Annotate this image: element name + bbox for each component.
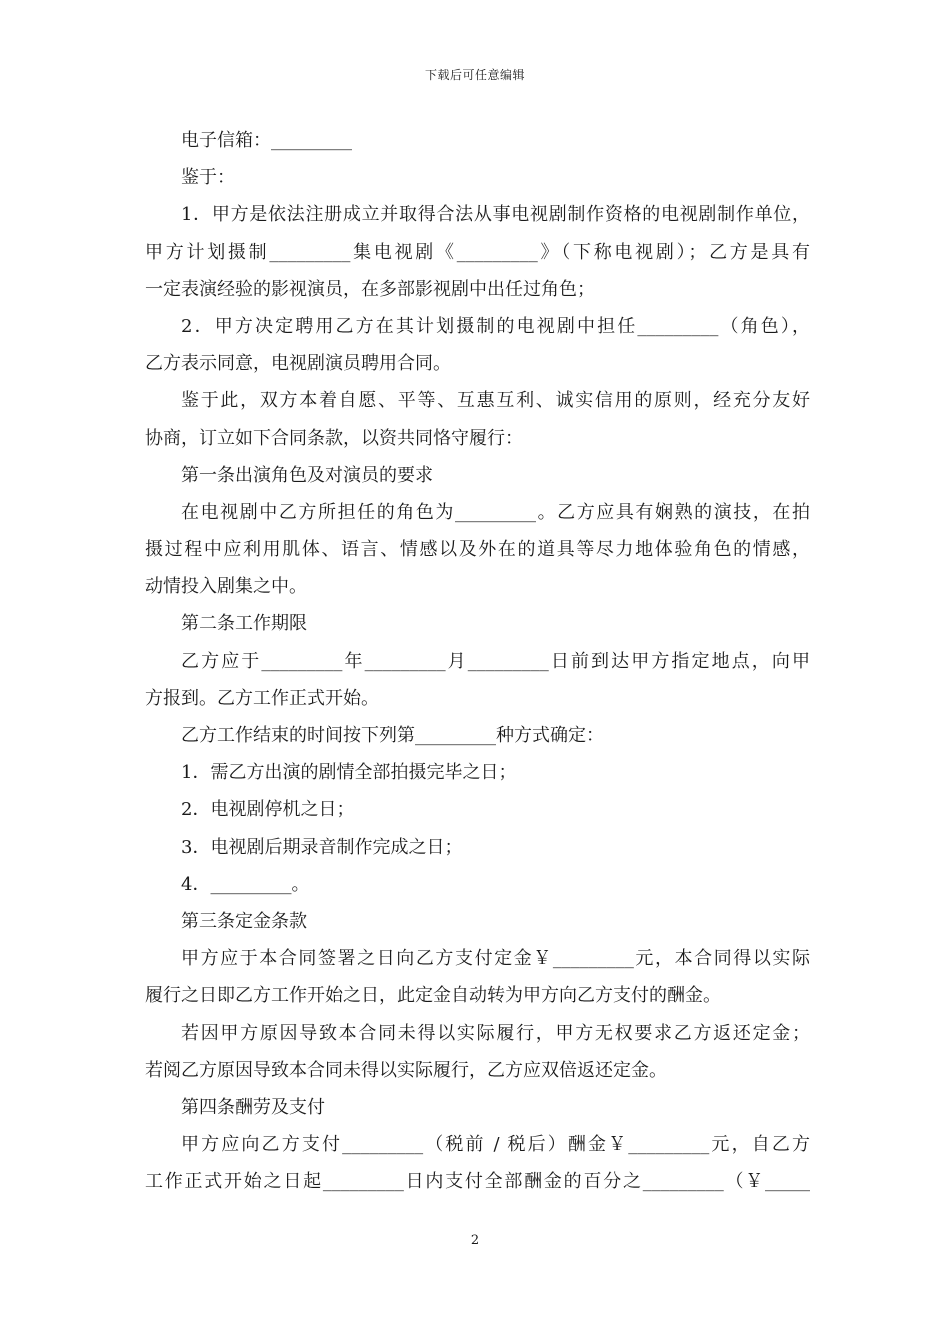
text-line: 工作正式开始之日起_________日内支付全部酬金的百分之_________（￥_____: [145, 1171, 810, 1193]
text-line: 电子信箱：_________: [181, 130, 352, 151]
text-line: 若阅乙方原因导致本合同未得以实际履行，乙方应双倍返还定金。: [145, 1059, 667, 1081]
text-line: 摄过程中应利用肌体、语言、情感以及外在的道具等尽力地体验角色的情感，: [145, 539, 810, 561]
text-line: 在电视剧中乙方所担任的角色为_________。乙方应具有娴熟的演技，在拍: [181, 501, 810, 523]
text-line: 2．甲方决定聘用乙方在其计划摄制的电视剧中担任_________（角色），: [181, 315, 810, 337]
text-line: 履行之日即乙方工作开始之日，此定金自动转为甲方向乙方支付的酬金。: [145, 985, 721, 1007]
text-line: 甲方应于本合同签署之日向乙方支付定金￥_________元，本合同得以实际: [181, 948, 810, 970]
page-number: 2: [470, 1233, 480, 1248]
text-line: 一定表演经验的影视演员，在多部影视剧中出任过角色；: [145, 278, 595, 300]
text-line: 2．电视剧停机之日；: [181, 799, 355, 821]
text-line: 乙方工作结束的时间按下列第_________种方式确定：: [181, 725, 604, 746]
text-line: 乙方应于_________年_________月_________日前到达甲方指定地点，向甲: [181, 650, 810, 672]
text-line: 鉴于此，双方本着自愿、平等、互惠互利、诚实信用的原则，经充分友好: [181, 390, 810, 412]
text-line: 动情投入剧集之中。: [145, 576, 307, 598]
text-line: 第三条定金条款: [181, 910, 307, 932]
page-header: 下载后可任意编辑: [424, 68, 525, 82]
text-line: 乙方表示同意，电视剧演员聘用合同。: [145, 353, 451, 375]
contract-body: [145, 122, 810, 1200]
text-line: 3．电视剧后期录音制作完成之日；: [181, 836, 463, 858]
text-line: 1．甲方是依法注册成立并取得合法从事电视剧制作资格的电视剧制作单位，: [181, 204, 810, 226]
text-line: 甲方计划摄制_________集电视剧《_________》（下称电视剧）；乙方是具有: [145, 241, 810, 263]
text-line: 鉴于：: [181, 167, 235, 189]
text-line: 4．_________。: [181, 873, 310, 895]
text-line: 1．需乙方出演的剧情全部拍摄完毕之日；: [181, 762, 517, 784]
text-line: 方报到。乙方工作正式开始。: [145, 687, 379, 709]
text-line: 第四条酬劳及支付: [181, 1096, 325, 1118]
text-line: 甲方应向乙方支付_________（税前 / 税后）酬金￥_________元，自乙方: [181, 1134, 810, 1156]
text-line: 第一条出演角色及对演员的要求: [181, 464, 433, 486]
text-line: 协商，订立如下合同条款，以资共同恪守履行：: [145, 427, 523, 449]
text-line: 第二条工作期限: [181, 613, 307, 635]
text-line: 若因甲方原因导致本合同未得以实际履行，甲方无权要求乙方返还定金；: [181, 1022, 810, 1044]
